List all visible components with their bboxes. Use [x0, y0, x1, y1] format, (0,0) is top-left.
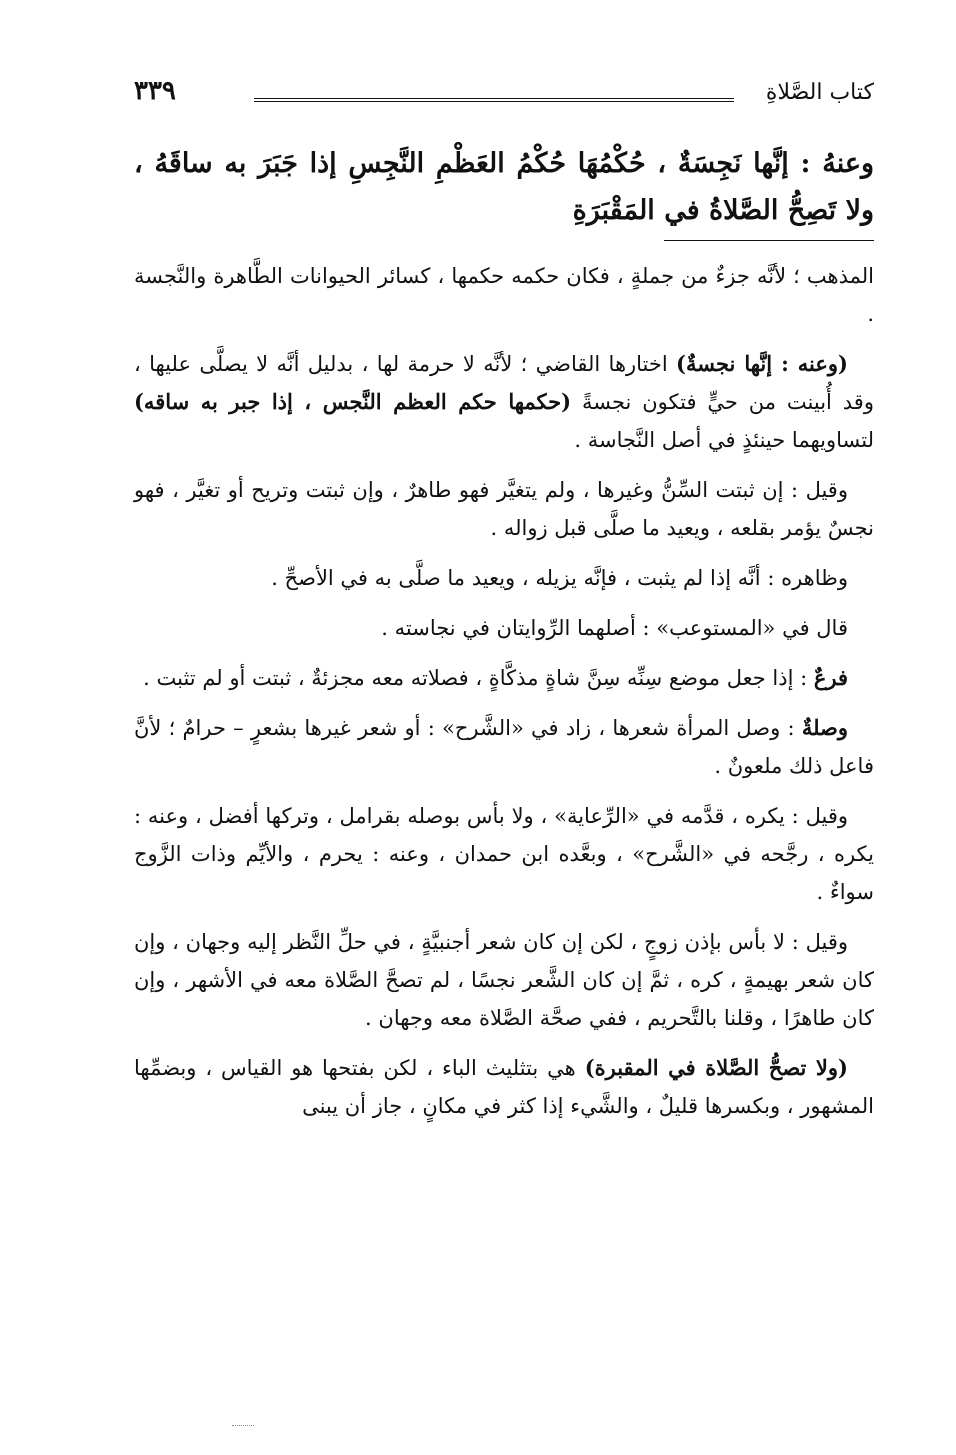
- commentary-text: : وصل المرأة شعرها ، زاد في «الشَّرح» : أو شعر غيرها بشعرٍ – حرامٌ ؛ لأنَّ فاعل ذلك ملعونٌ .: [134, 716, 874, 778]
- book-title: كتاب الصَّلاةِ: [765, 80, 874, 105]
- paragraph: [134, 345, 874, 459]
- paragraph: [134, 797, 874, 911]
- commentary-text: اختارها القاضي ؛ لأنَّه لا حرمة لها ، بدليل أنَّه لا يصلَّى عليها ، وقد أُبينت من حيٍّ فتكون نجسةً: [134, 352, 874, 414]
- bold-quote: وصلةٌ: [801, 715, 848, 740]
- page-number: ٣٣٩: [134, 76, 176, 106]
- paragraph: [134, 923, 874, 1037]
- commentary-text: هي بتثليث الباء ، لكن بفتحها هو القياس ، وبضمِّها المشهور ، وبكسرها قليلٌ ، والشَّيء إذا كثر في مكانٍ ، جاز أن يبنى: [134, 1056, 874, 1118]
- paragraph: [134, 257, 874, 333]
- commentary-body: [134, 257, 874, 1125]
- bold-quote: (حكمها حكم العظم النَّجس ، إذا جبر به ساقه): [134, 389, 572, 414]
- paragraph: [134, 471, 874, 547]
- header-rule: [254, 98, 734, 102]
- commentary-text: وقيل : إن ثبتت السِّنُّ وغيرها ، ولم يتغيَّر فهو طاهرٌ ، وإن ثبتت وتريح أو تغيَّر ، فهو نجسٌ يؤمر بقلعه ، ويعيد ما صلَّى قبل زواله .: [134, 478, 874, 540]
- paragraph: [134, 659, 874, 697]
- paragraph: [134, 609, 874, 647]
- bold-quote: (وعنه : إنَّها نجسةٌ): [676, 351, 848, 376]
- commentary-text: وقيل : يكره ، قدَّمه في «الرِّعاية» ، ولا بأس بوصله بقرامل ، وتركها أفضل ، وعنه : يكره ، رجَّحه في «الشَّرح» ، وبعَّده ابن حمدان ، وعنه : يحرم ، والأيِّم وذات الزَّوج سواءٌ .: [134, 804, 874, 904]
- commentary-text: قال في «المستوعب» : أصلهما الرِّوايتان في نجاسته .: [381, 616, 848, 640]
- commentary-text: وقيل : لا بأس بإذن زوجٍ ، لكن إن كان شعر أجنبيَّةٍ ، في حلِّ النَّظر إليه وجهان ، وإن كان شعر بهيمةٍ ، كره ، ثمَّ إن كان الشَّعر نجسًا ، لم تصحَّ الصَّلاة معه في الأشهر ، وإن كان طاهرًا ، وقلنا بالتَّحريم ، ففي صحَّة الصَّلاة معه وجهان .: [134, 930, 874, 1030]
- paragraph: [134, 709, 874, 785]
- matn-rule: [664, 240, 874, 241]
- document-page: [0, 76, 956, 1455]
- commentary-text: المذهب ؛ لأنَّه جزءٌ من جملةٍ ، فكان حكمه حكمها ، كسائر الحيوانات الطَّاهرة والنَّجسة .: [134, 264, 874, 326]
- commentary-text: لتساويهما حينئذٍ في أصل النَّجاسة .: [574, 428, 874, 452]
- matn-text: وعنهُ : إنَّها نَجِسَةٌ ، حُكْمُهَا حُكْمُ العَظْمِ النَّجِسِ إذا جَبَرَ به ساقَهُ ، ولا تَصِحُّ الصَّلاةُ في المَقْبَرَةِ: [134, 148, 874, 226]
- running-header: [134, 76, 874, 140]
- bold-quote: (ولا تصحُّ الصَّلاة في المقبرة): [584, 1055, 848, 1080]
- paragraph: [134, 559, 874, 597]
- commentary-text: : إذا جعل موضع سِنِّه سِنَّ شاةٍ مذكَّاةٍ ، فصلاته معه مجزئةٌ ، ثبتت أو لم تثبت .: [143, 666, 814, 690]
- bold-quote: فرعٌ: [813, 665, 848, 690]
- page-speck: [232, 1425, 254, 1430]
- paragraph: [134, 1049, 874, 1125]
- commentary-text: وظاهره : أنَّه إذا لم يثبت ، فإنَّه يزيله ، ويعيد ما صلَّى به في الأصحِّ .: [271, 566, 848, 590]
